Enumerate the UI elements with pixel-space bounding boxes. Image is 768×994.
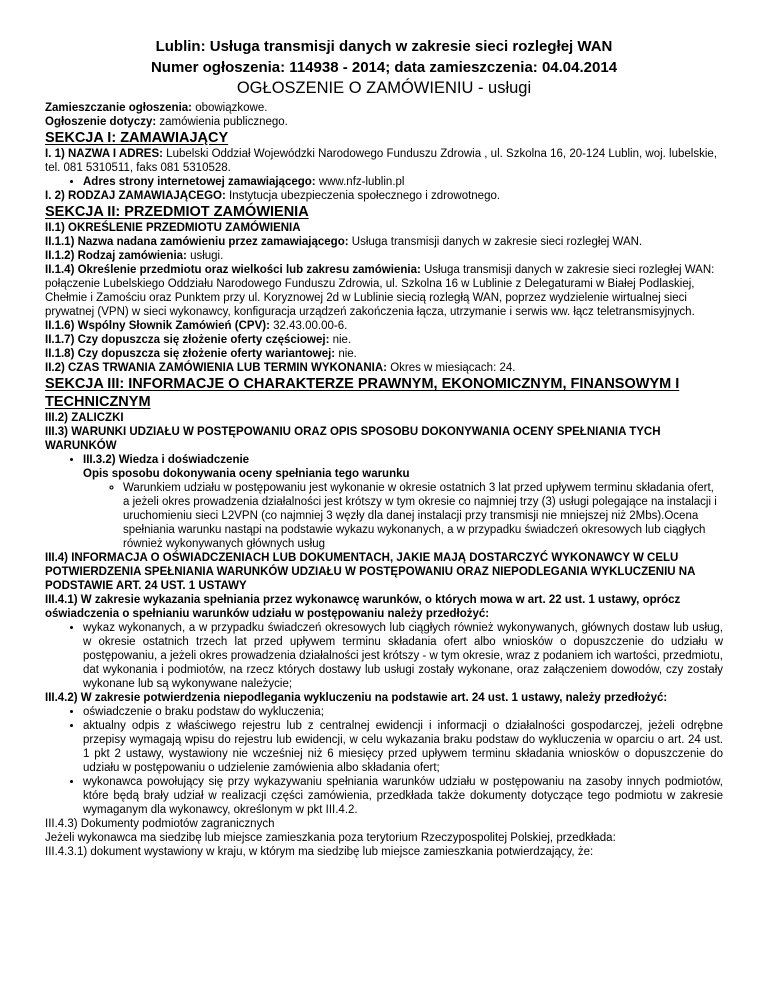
meta-publication-value: obowiązkowe. xyxy=(192,102,268,114)
partial-offer-label: II.1.7) Czy dopuszcza się złożenie oferty częściowej: xyxy=(45,334,330,346)
announcement-number-line: Numer ogłoszenia: 114938 - 2014; data zamieszczenia: 04.04.2014 xyxy=(150,59,618,76)
partial-offer-value: nie. xyxy=(329,334,352,346)
duration-paragraph xyxy=(45,361,723,375)
order-name-label: II.1.1) Nazwa nadana zamówieniu przez zamawiającego: xyxy=(45,236,349,248)
knowledge-experience-item xyxy=(83,453,723,551)
variant-offer-paragraph xyxy=(45,347,723,361)
meta-concerns-value: zamówienia publicznego. xyxy=(156,116,288,128)
variant-offer-label: II.1.8) Czy dopuszcza się złożenie oferty wariantowej: xyxy=(45,348,336,360)
document-title: Lublin: Usługa transmisji danych w zakresie sieci rozległej WAN xyxy=(155,38,613,55)
section-ii-subheading: II.1) OKREŚLENIE PRZEDMIOTU ZAMÓWIENIA xyxy=(45,222,301,234)
cpv-paragraph xyxy=(45,319,723,333)
conditions-list xyxy=(45,453,723,551)
foreign-entities-intro: Jeżeli wykonawca ma siedzibę lub miejsce zamieszkania poza terytorium Rzeczypospolitej Polskiej, przedkłada: xyxy=(45,832,616,844)
iii42-list xyxy=(45,705,723,817)
duration-label: II.2) CZAS TRWANIA ZAMÓWIENIA LUB TERMIN WYKONANIA: xyxy=(45,362,387,374)
knowledge-experience-title: • III.3.2) Wiedza i doświadczenie xyxy=(83,454,250,466)
meta-publication-line xyxy=(45,101,723,115)
contracting-type-label: I. 2) RODZAJ ZAMAWIAJĄCEGO: xyxy=(45,190,226,202)
order-name-value: Usługa transmisji danych w zakresie sieci rozległej WAN. xyxy=(348,236,643,248)
iii41-heading: III.4.1) W zakresie wykazania spełniania przez wykonawcę warunków, o których mowa w art. 22 ust. 1 ustawy, oprócz oświadczenia o spełnianiu warunków udziału w postępowaniu należy przedłożyć: xyxy=(45,594,681,620)
assessment-sublist xyxy=(83,481,723,551)
exclusion-statement-item: • oświadczenie o braku podstaw do wykluczenia; xyxy=(83,705,723,719)
meta-concerns-line xyxy=(45,115,723,129)
website-value: www.nfz-lublin.pl xyxy=(315,176,405,188)
section-i-bullet-list xyxy=(45,175,723,189)
contracting-type-paragraph xyxy=(45,189,723,203)
section-ii-heading: SEKCJA II: PRZEDMIOT ZAMÓWIENIA xyxy=(45,204,309,220)
contracting-type-value: Instytucja ubezpieczenia społecznego i zdrowotnego. xyxy=(225,190,501,202)
section-iii-heading: SEKCJA III: INFORMACJE O CHARAKTERZE PRAWNYM, EKONOMICZNYM, FINANSOWYM I TECHNICZNYM xyxy=(45,376,680,410)
order-scope-label: II.1.4) Określenie przedmiotu oraz wielkości lub zakresu zamówienia: xyxy=(45,264,421,276)
registry-extract-item: • aktualny odpis z właściwego rejestru lub z centralnej ewidencji i informacji o działalności gospodarczej, jeżeli odrębne przepisy wymagają wpisu do rejestru lub ewidencji, w celu wykazania braku podstaw do wykluczenia w oparciu o art. 24 ust. 1 pkt 2 ustawy, wystawiony nie wcześniej niż 6 miesięcy przed upływem terminu składania wniosków o dopuszczenie do udziału w postępowaniu o udzielenie zamówienia albo składania ofert; xyxy=(83,719,723,775)
iii42-heading: III.4.2) W zakresie potwierdzenia niepodlegania wykluczeniu na podstawie art. 24 ust. 1 ustawy, należy przedłożyć: xyxy=(45,692,668,704)
meta-concerns-label: Ogłoszenie dotyczy: xyxy=(45,116,157,128)
name-address-value: Lubelski Oddział Wojewódzki Narodowego Funduszu Zdrowia , ul. Szkolna 16, 20-124 Lublin, woj. lubelskie, tel. 081 5310511, faks 081 5310528. xyxy=(45,148,717,174)
order-kind-label: II.1.2) Rodzaj zamówienia: xyxy=(45,250,187,262)
foreign-document-paragraph: III.4.3.1) dokument wystawiony w kraju, w którym ma siedzibę lub miejsce zamieszkania potwierdzający, że: xyxy=(45,846,594,858)
website-label: Adres strony internetowej zamawiającego: xyxy=(83,176,316,188)
cpv-value: 32.43.00.00-6. xyxy=(269,320,348,332)
documents-info-heading: III.4) INFORMACJA O OŚWIADCZENIACH LUB DOKUMENTACH, JAKIE MAJĄ DOSTARCZYĆ WYKONAWCY W CELU POTWIERDZENIA SPEŁNIANIA WARUNKÓW UDZIAŁU W POSTĘPOWANIU ORAZ NIEPODLEGANIA WYKLUCZENIU NA PODSTAWIE ART. 24 UST. 1 USTAWY xyxy=(45,552,695,592)
order-kind-value: usługi. xyxy=(186,250,224,262)
order-scope-paragraph xyxy=(45,263,723,319)
section-i-heading: SEKCJA I: ZAMAWIAJĄCY xyxy=(45,130,229,146)
document-header xyxy=(45,36,723,99)
name-address-paragraph xyxy=(45,147,723,175)
announcement-type-line: OGŁOSZENIE O ZAMÓWIENIU - usługi xyxy=(236,79,532,97)
foreign-entities-heading: III.4.3) Dokumenty podmiotów zagranicznych xyxy=(45,818,275,830)
order-scope-value: Usługa transmisji danych w zakresie sieci rozległej WAN: połączenie Lubelskiego Oddziału Narodowego Funduszu Zdrowia, ul. Szkolna 16 w Lublinie z Delegaturami w Białej Podlaskiej, Chełmie i Zamościu oraz Punktem przy ul. Koryznowej 2d w Lublinie siecią rozległą WAN, poprzez wydzielenie wirtualnej sieci prywatnej (VPN) w sieci wykonawcy, konfiguracja urządzeń zakończenia łącza, utrzymanie i serwis ww. łącz teletransmisyjnych. xyxy=(45,264,715,318)
variant-offer-value: nie. xyxy=(335,348,357,360)
participation-conditions-heading: III.3) WARUNKI UDZIAŁU W POSTĘPOWANIU ORAZ OPIS SPOSOBU DOKONYWANIA OCENY SPEŁNIANIA TYCH WARUNKÓW xyxy=(45,426,661,452)
order-kind-paragraph xyxy=(45,249,723,263)
services-list-item: • wykaz wykonanych, a w przypadku świadczeń okresowych lub ciągłych również wykonywanych, głównych dostaw lub usług, w okresie ostatnich trzech lat przed upływem terminu składania ofert albo wniosków o dopuszczenie do udziału w postępowaniu, a jeżeli okres prowadzenia działalności jest krótszy - w tym okresie, wraz z podaniem ich wartości, przedmiotu, dat wykonania i podmiotów, na rzecz których dostawy lub usługi zostały wykonane, oraz załączeniem dowodów, czy zostały wykonane lub są wykonywane należycie; xyxy=(83,621,723,691)
third-party-resources-item: • wykonawca powołujący się przy wykazywaniu spełniania warunków udziału w postępowaniu na zasoby innych podmiotów, które będą brały udział w realizacji części zamówienia, przedkłada także dokumenty dotyczące tego podmiotu w zakresie wymaganym dla wykonawcy, określonym w pkt III.4.2. xyxy=(83,775,723,817)
name-address-label: I. 1) NAZWA I ADRES: xyxy=(45,148,163,160)
assessment-description: ◦ Warunkiem udziału w postępowaniu jest wykonanie w okresie ostatnich 3 lat przed upływem terminu składania ofert, a jeżeli okres prowadzenia działalności jest krótszy w tym okresie co najmniej trzy (3) usługi polegające na instalacji i uruchomieniu sieci L2VPN (co najmniej 3 węzły dla danej instalacji przy transmisji nie mniejszej niż 2Mbs).Ocena spełniania warunku nastąpi na podstawie wykazu wykonanych, a w przypadku świadczeń okresowych lub ciągłych również wykonywanych głównych usług xyxy=(123,481,723,551)
website-bullet xyxy=(83,175,723,189)
partial-offer-paragraph xyxy=(45,333,723,347)
assessment-method-subtitle: Opis sposobu dokonywania oceny spełniania tego warunku xyxy=(83,468,410,480)
duration-value: Okres w miesiącach: 24. xyxy=(387,362,516,374)
advances-heading: III.2) ZALICZKI xyxy=(45,412,124,424)
order-name-paragraph xyxy=(45,235,723,249)
iii41-list xyxy=(45,621,723,691)
meta-publication-label: Zamieszczanie ogłoszenia: xyxy=(45,102,192,114)
cpv-label: II.1.6) Wspólny Słownik Zamówień (CPV): xyxy=(45,320,270,332)
